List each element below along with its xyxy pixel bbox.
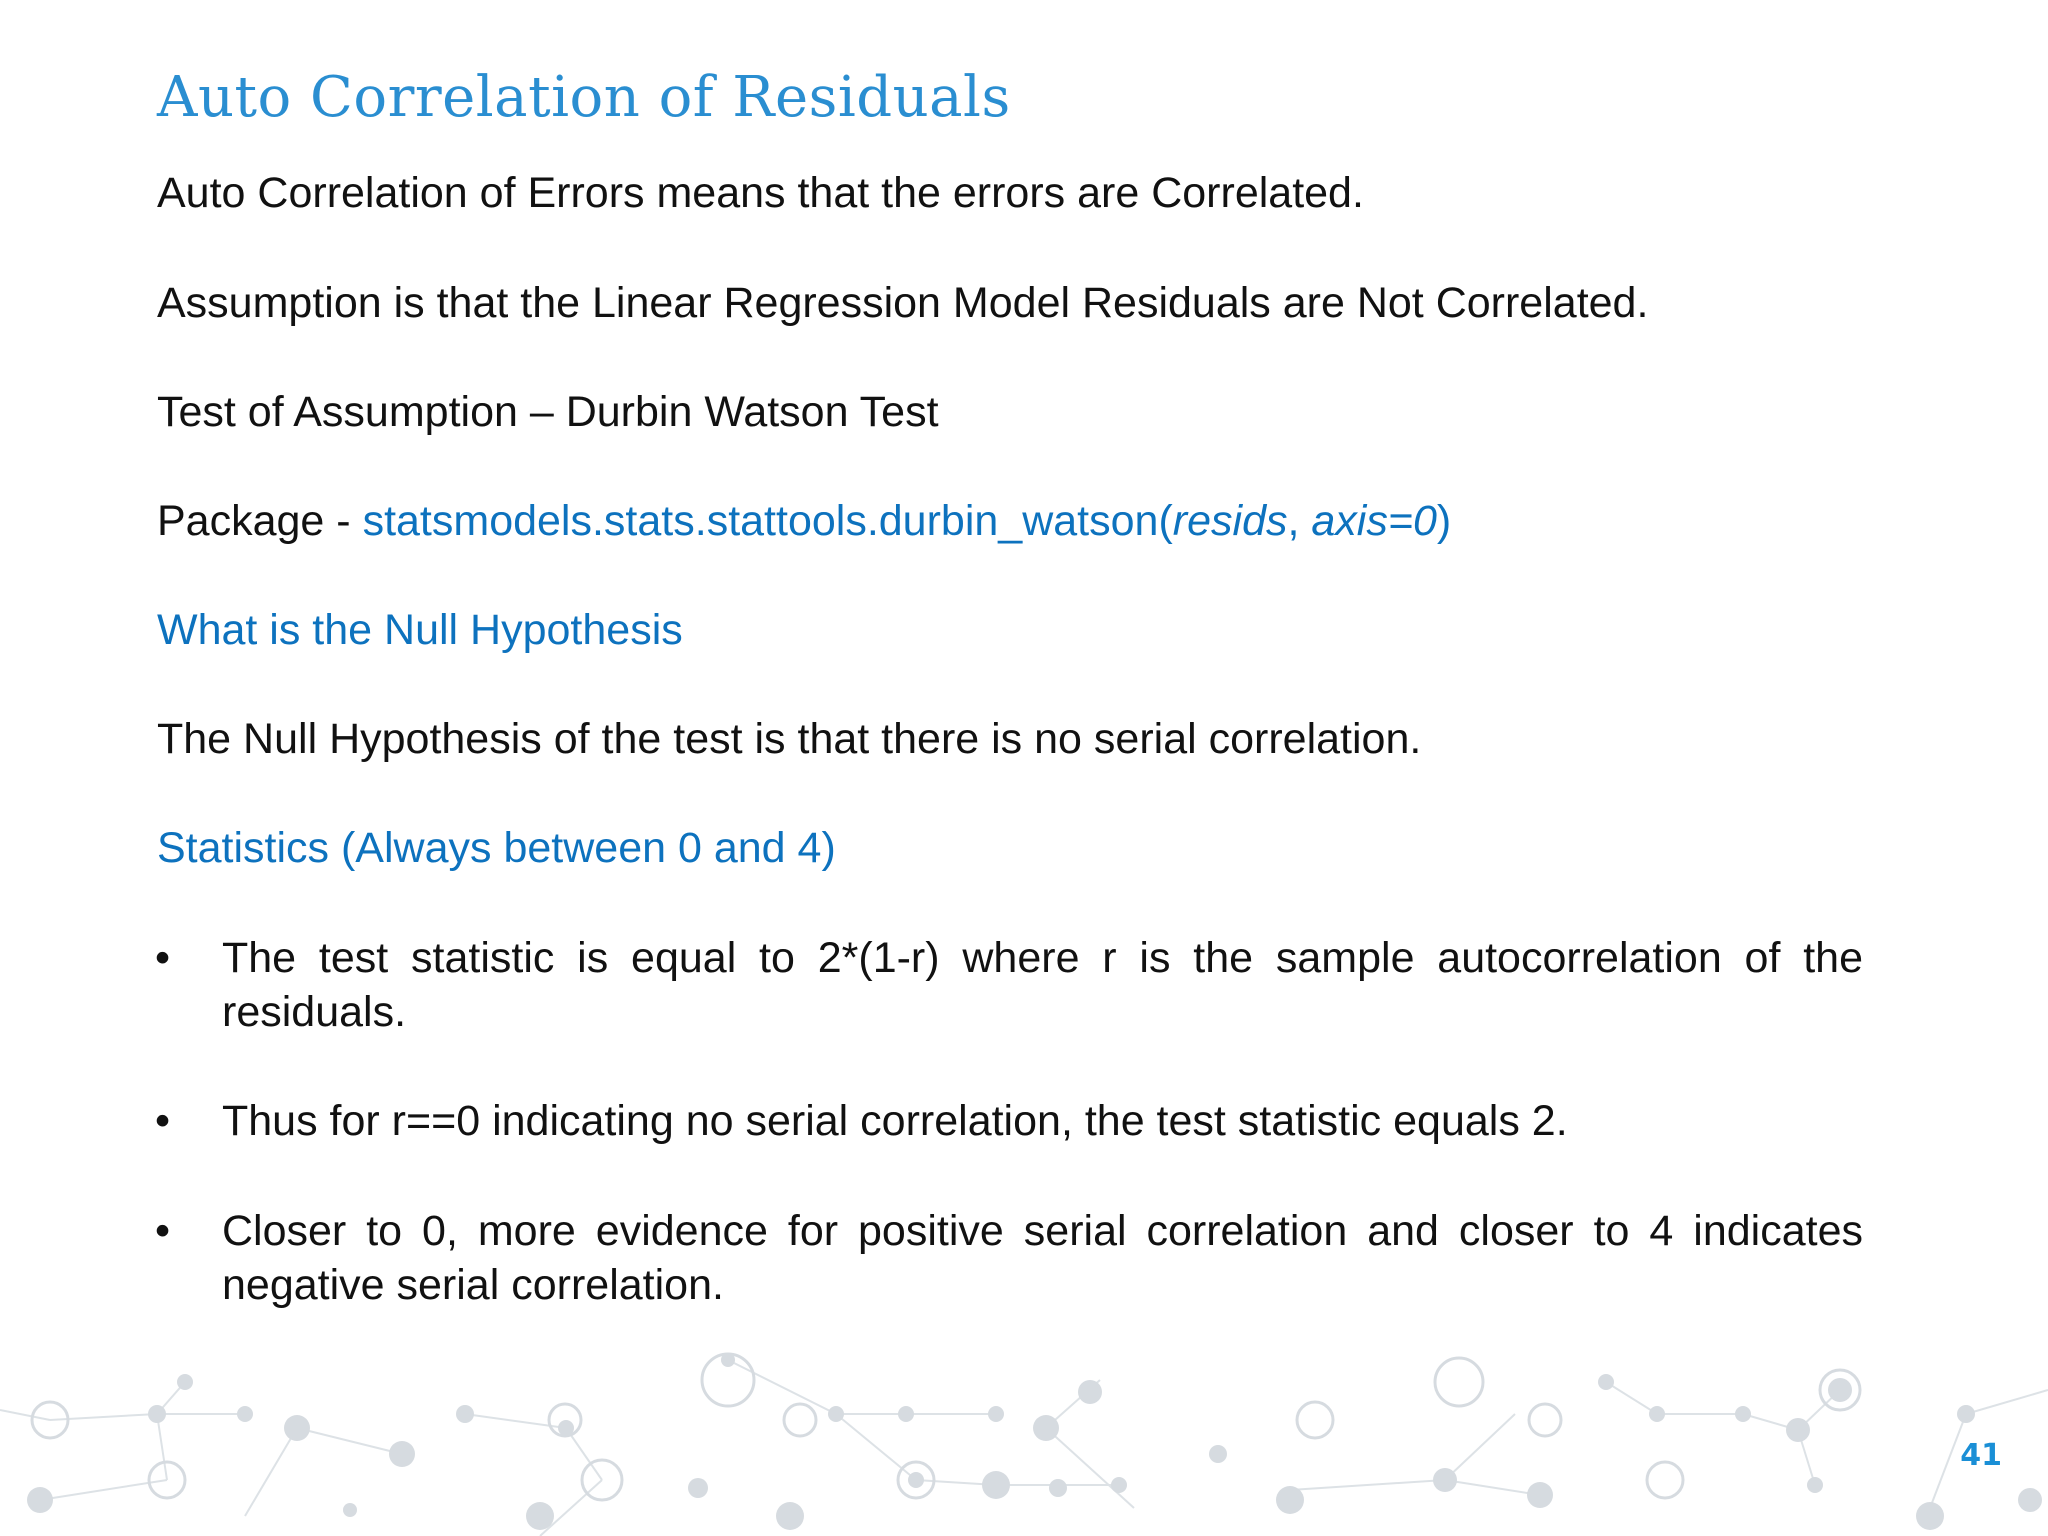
null-hypothesis-heading: What is the Null Hypothesis	[157, 606, 683, 654]
bullet-item	[155, 1094, 1863, 1148]
package-function: statsmodels.stats.stattools.durbin_watson(	[362, 497, 1173, 545]
package-line	[157, 494, 1451, 548]
null-hypothesis-statement: The Null Hypothesis of the test is that there is no serial correlation.	[157, 715, 1422, 763]
slide-title: Auto Correlation of Residuals	[157, 65, 1011, 130]
bullet-icon: •	[155, 1097, 171, 1145]
network-background-graphic	[0, 1320, 2048, 1536]
package-label: Package -	[157, 497, 363, 545]
test-text: Test of Assumption – Durbin Watson Test	[157, 388, 939, 436]
bullet-item	[155, 1204, 1863, 1312]
assumption-text: Assumption is that the Linear Regression Model Residuals are Not Correlated.	[157, 279, 1649, 327]
package-arg-resids: resids	[1172, 497, 1288, 545]
bullet-text: The test statistic is equal to 2*(1-r) where r is the sample autocorrelation of the residuals.	[222, 934, 1863, 1036]
package-arg-separator: ,	[1287, 497, 1312, 545]
definition-text: Auto Correlation of Errors means that the errors are Correlated.	[157, 169, 1364, 217]
package-arg-axis: axis=0	[1311, 497, 1437, 545]
bullet-text: Closer to 0, more evidence for positive serial correlation and closer to 4 indicates negative serial correlation.	[222, 1207, 1863, 1309]
bullet-item	[155, 931, 1863, 1039]
package-close-paren: )	[1436, 497, 1452, 545]
statistics-heading: Statistics (Always between 0 and 4)	[157, 824, 836, 872]
page-number: 41	[1960, 1438, 2002, 1473]
bullet-icon: •	[155, 934, 171, 982]
bullet-text: Thus for r==0 indicating no serial correlation, the test statistic equals 2.	[222, 1097, 1568, 1145]
bullet-icon: •	[155, 1207, 171, 1255]
